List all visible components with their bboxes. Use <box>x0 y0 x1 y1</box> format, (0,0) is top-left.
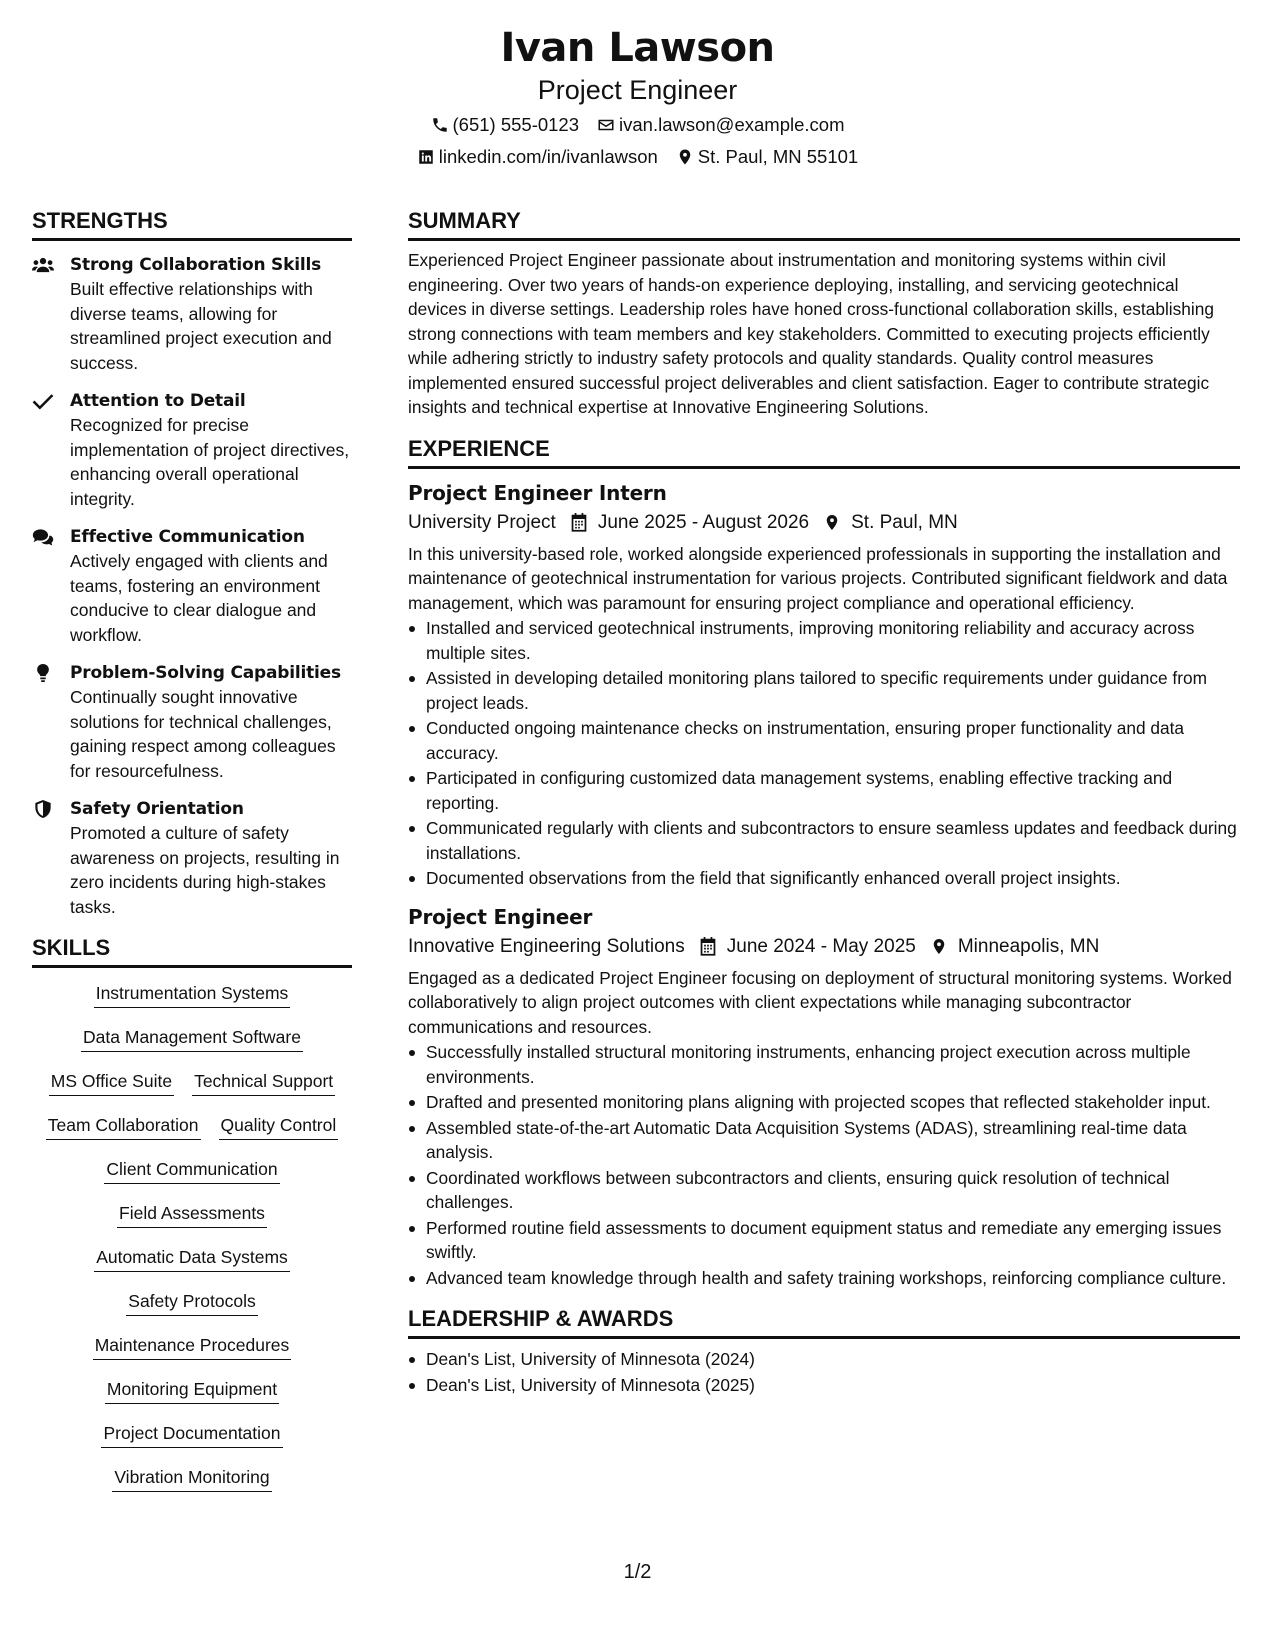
job-entry <box>408 903 1240 1291</box>
skill-tag: MS Office Suite <box>49 1068 174 1096</box>
list-item: Dean's List, University of Minnesota (2025) <box>408 1373 1240 1398</box>
skill-tag: Team Collaboration <box>46 1112 201 1140</box>
map-pin-icon <box>823 513 841 532</box>
shield-icon <box>32 800 54 818</box>
skill-tag: Automatic Data Systems <box>94 1244 290 1272</box>
skill-tag: Maintenance Procedures <box>93 1332 292 1360</box>
job-description: Engaged as a dedicated Project Engineer focusing on deployment of structural monitoring systems. Worked collaboratively to align project outcomes with client expectations while managing subcontractor communications and resources. <box>408 967 1232 1037</box>
skills-heading: SKILLS <box>32 933 352 968</box>
strength-desc: Recognized for precise implementation of project directives, enhancing overall operational integrity. <box>70 415 350 509</box>
strengths-heading: STRENGTHS <box>32 206 352 241</box>
left-column <box>32 206 352 1492</box>
list-item: Performed routine field assessments to document equipment status and remediate any emerging issues swiftly. <box>408 1216 1240 1265</box>
job-bullets <box>408 616 1240 891</box>
list-item: Conducted ongoing maintenance checks on instrumentation, ensuring proper functionality and data accuracy. <box>408 716 1240 765</box>
strength-item <box>32 797 352 919</box>
job-title: Project Engineer <box>408 904 593 929</box>
contact-email[interactable] <box>597 110 844 140</box>
skills-list <box>32 980 352 1492</box>
job-dates: June 2024 - May 2025 <box>726 935 916 957</box>
skill-tag: Field Assessments <box>117 1200 267 1228</box>
contact-linkedin[interactable] <box>417 142 658 172</box>
job-entry <box>408 479 1240 891</box>
contact-row-1 <box>0 110 1275 140</box>
page-number: 1/2 <box>623 1561 652 1583</box>
strength-item <box>32 389 352 511</box>
summary-text: Experienced Project Engineer passionate about instrumentation and monitoring systems within civil engineering. Over two years of hands-on experience deploying, installing, and servicing geotechnical devices in diverse settings. Leadership roles have honed cross-functional collaboration skills, establishing strong connections with team members and key stakeholders. Committed to executing projects efficiently while adhering strictly to industry safety protocols and quality standards. Quality control measures implemented ensured successful project deliverables and client satisfaction. Eager to contribute strategic insights and technical expertise at Innovative Engineering Solutions. <box>408 250 1214 417</box>
job-description: In this university-based role, worked alongside experienced professionals in supporting the installation and maintenance of geotechnical instrumentation for various projects. Contributed significant fieldwork and data management, which was paramount for ensuring project compliance and operational efficiency. <box>408 543 1228 613</box>
job-title: Project Engineer Intern <box>408 480 667 505</box>
skill-tag: Vibration Monitoring <box>112 1464 271 1492</box>
skill-tag: Data Management Software <box>81 1024 303 1052</box>
contact-location <box>676 142 858 172</box>
list-item: Communicated regularly with clients and subcontractors to ensure seamless updates and feedback during installations. <box>408 816 1240 865</box>
linkedin-link[interactable]: linkedin.com/in/ivanlawson <box>438 146 658 167</box>
job-bullets <box>408 1040 1240 1290</box>
strength-desc: Continually sought innovative solutions for technical challenges, gaining respect among colleagues for resourcefulness. <box>70 687 336 781</box>
email-link[interactable]: ivan.lawson@example.com <box>619 114 845 135</box>
leadership-section <box>408 1304 1240 1397</box>
lightbulb-icon <box>32 664 54 682</box>
contact-phone <box>431 110 580 140</box>
list-item: Coordinated workflows between subcontractors and clients, ensuring quick resolution of technical challenges. <box>408 1166 1240 1215</box>
strength-title: Effective Communication <box>70 527 305 547</box>
summary-heading: SUMMARY <box>408 206 1240 241</box>
users-icon <box>32 256 54 274</box>
strength-item <box>32 525 352 647</box>
list-item: Installed and serviced geotechnical instruments, improving monitoring reliability and accuracy across multiple sites. <box>408 616 1240 665</box>
skill-tag: Technical Support <box>192 1068 335 1096</box>
experience-heading: EXPERIENCE <box>408 434 1240 469</box>
job-company: University Project <box>408 511 556 533</box>
contact-row-2 <box>0 142 1275 172</box>
strengths-list <box>32 253 352 919</box>
envelope-icon <box>597 116 615 134</box>
phone-icon <box>431 116 449 134</box>
skill-tag: Client Communication <box>104 1156 279 1184</box>
checkmark-icon <box>32 392 54 410</box>
calendar-icon <box>699 937 717 956</box>
strength-title: Safety Orientation <box>70 799 244 819</box>
resume-header <box>0 22 1275 172</box>
job-location: Minneapolis, MN <box>957 935 1100 957</box>
map-pin-icon <box>676 148 694 166</box>
list-item: Dean's List, University of Minnesota (2024) <box>408 1347 1240 1372</box>
list-item: Drafted and presented monitoring plans aligning with projected scopes that reflected stakeholder input. <box>408 1090 1240 1115</box>
strength-item <box>32 253 352 375</box>
map-pin-icon <box>930 937 948 956</box>
skill-tag: Monitoring Equipment <box>105 1376 279 1404</box>
skill-tag: Quality Control <box>219 1112 339 1140</box>
list-item: Assembled state-of-the-art Automatic Data Acquisition Systems (ADAS), streamlining real-time data analysis. <box>408 1116 1240 1165</box>
candidate-role: Project Engineer <box>537 75 738 105</box>
skill-tag: Project Documentation <box>101 1420 282 1448</box>
strength-title: Strong Collaboration Skills <box>70 255 322 275</box>
linkedin-icon <box>417 148 435 166</box>
skill-tag: Safety Protocols <box>126 1288 257 1316</box>
calendar-icon <box>570 513 588 532</box>
location-text: St. Paul, MN 55101 <box>697 146 859 167</box>
phone-text: (651) 555-0123 <box>452 114 580 135</box>
strength-desc: Promoted a culture of safety awareness on projects, resulting in zero incidents during high-stakes tasks. <box>70 823 340 917</box>
strength-item <box>32 661 352 783</box>
strength-desc: Built effective relationships with diverse teams, allowing for streamlined project execution and success. <box>70 279 332 373</box>
skill-tag: Instrumentation Systems <box>94 980 291 1008</box>
strength-title: Attention to Detail <box>70 391 246 411</box>
leadership-heading: LEADERSHIP & AWARDS <box>408 1304 1240 1339</box>
list-item: Successfully installed structural monitoring instruments, enhancing project execution across multiple environments. <box>408 1040 1240 1089</box>
list-item: Advanced team knowledge through health and safety training workshops, reinforcing compliance culture. <box>408 1266 1240 1291</box>
job-location: St. Paul, MN <box>851 511 958 533</box>
strength-desc: Actively engaged with clients and teams, fostering an environment conducive to clear dialogue and workflow. <box>70 551 328 645</box>
job-dates: June 2025 - August 2026 <box>597 511 810 533</box>
leadership-list <box>408 1347 1240 1397</box>
list-item: Assisted in developing detailed monitoring plans tailored to specific requirements under guidance from project leads. <box>408 666 1240 715</box>
right-column <box>408 206 1240 1398</box>
list-item: Participated in configuring customized data management systems, enabling effective tracking and reporting. <box>408 766 1240 815</box>
job-meta <box>408 508 1240 538</box>
strength-title: Problem-Solving Capabilities <box>70 663 341 683</box>
chat-bubbles-icon <box>32 528 54 546</box>
candidate-name: Ivan Lawson <box>500 25 775 71</box>
job-company: Innovative Engineering Solutions <box>408 935 685 957</box>
list-item: Documented observations from the field that significantly enhanced overall project insights. <box>408 866 1240 891</box>
job-meta <box>408 932 1240 962</box>
